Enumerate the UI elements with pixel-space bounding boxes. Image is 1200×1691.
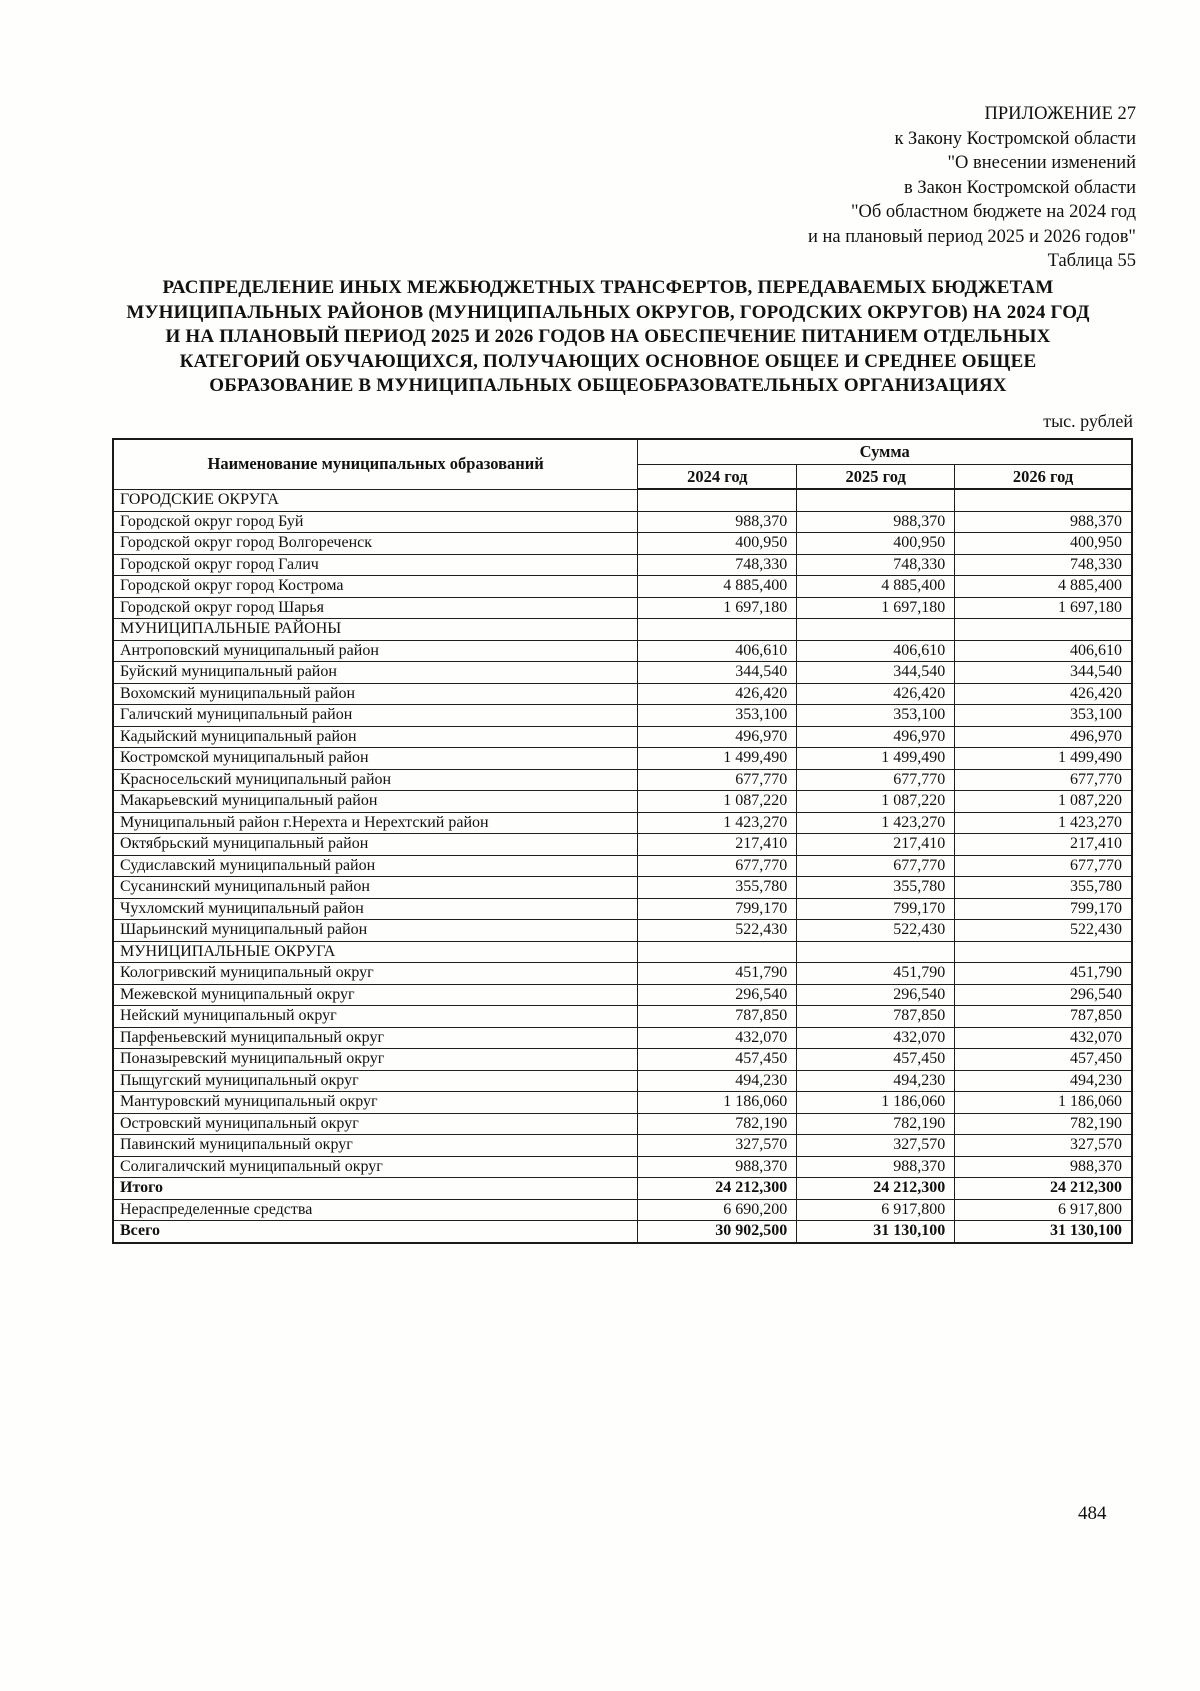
row-label: Судиславский муниципальный район [113, 855, 638, 877]
row-value: 426,420 [638, 683, 797, 705]
row-value: 24 212,300 [638, 1178, 797, 1200]
row-value: 296,540 [797, 984, 955, 1006]
column-header-2024: 2024 год [638, 465, 797, 490]
row-value: 677,770 [797, 855, 955, 877]
row-value: 24 212,300 [797, 1178, 955, 1200]
row-value: 677,770 [955, 769, 1132, 791]
document-title-line: ОБРАЗОВАНИЕ В МУНИЦИПАЛЬНЫХ ОБЩЕОБРАЗОВАТЕЛЬНЫХ ОРГАНИЗАЦИЯХ [209, 375, 1007, 397]
row-value: 1 186,060 [797, 1092, 955, 1114]
row-label: Мантуровский муниципальный округ [113, 1092, 638, 1114]
row-label: Солигаличский муниципальный округ [113, 1156, 638, 1178]
table-row [113, 812, 1132, 834]
row-value: 355,780 [797, 877, 955, 899]
row-label: Галичский муниципальный район [113, 705, 638, 727]
row-value: 787,850 [638, 1006, 797, 1028]
row-value: 353,100 [638, 705, 797, 727]
row-value: 31 130,100 [955, 1221, 1132, 1243]
section-row [113, 489, 1132, 511]
document-title-line: И НА ПЛАНОВЫЙ ПЕРИОД 2025 И 2026 ГОДОВ НА ОБЕСПЕЧЕНИЕ ПИТАНИЕМ ОТДЕЛЬНЫХ [165, 326, 1051, 348]
row-value: 4 885,400 [797, 576, 955, 598]
row-value: 432,070 [797, 1027, 955, 1049]
row-value: 355,780 [955, 877, 1132, 899]
row-label: Поназыревский муниципальный округ [113, 1049, 638, 1071]
row-value: 1 087,220 [797, 791, 955, 813]
row-value: 327,570 [797, 1135, 955, 1157]
row-value [638, 489, 797, 511]
row-label: Антроповский муниципальный район [113, 640, 638, 662]
table-row [113, 855, 1132, 877]
appendix-header-line: и на плановый период 2025 и 2026 годов" [807, 226, 1136, 247]
row-value: 748,330 [797, 554, 955, 576]
table-row [113, 1070, 1132, 1092]
row-label: Городской округ город Шарья [113, 597, 638, 619]
table-row [113, 963, 1132, 985]
table-row [113, 1135, 1132, 1157]
column-header-2025: 2025 год [797, 465, 955, 490]
row-value: 6 917,800 [955, 1199, 1132, 1221]
appendix-header [808, 102, 1136, 274]
appendix-header-line: в Закон Костромской области [903, 177, 1136, 198]
row-value: 748,330 [955, 554, 1132, 576]
row-value: 496,970 [638, 726, 797, 748]
row-label: ГОРОДСКИЕ ОКРУГА [113, 489, 638, 511]
row-value: 496,970 [955, 726, 1132, 748]
table-row [113, 726, 1132, 748]
row-value [955, 619, 1132, 641]
table-row [113, 1092, 1132, 1114]
table-header-row [113, 439, 1132, 465]
appendix-header-line: "О внесении изменений [947, 153, 1136, 173]
row-value: 748,330 [638, 554, 797, 576]
row-value: 406,610 [638, 640, 797, 662]
row-value [955, 941, 1132, 963]
column-header-municipality: Наименование муниципальных образований [113, 439, 638, 489]
row-value: 457,450 [638, 1049, 797, 1071]
table-row [113, 1113, 1132, 1135]
row-value: 1 697,180 [638, 597, 797, 619]
row-label: Городской округ город Буй [113, 511, 638, 533]
row-value: 787,850 [955, 1006, 1132, 1028]
row-label: Парфеньевский муниципальный округ [113, 1027, 638, 1049]
row-value: 6 917,800 [797, 1199, 955, 1221]
section-row [113, 941, 1132, 963]
row-value: 988,370 [955, 1156, 1132, 1178]
row-value: 988,370 [797, 1156, 955, 1178]
row-value: 1 087,220 [638, 791, 797, 813]
units-note: тыс. рублей [1043, 411, 1133, 431]
row-value: 1 697,180 [797, 597, 955, 619]
row-label: Сусанинский муниципальный район [113, 877, 638, 899]
row-value: 1 423,270 [797, 812, 955, 834]
row-value: 457,450 [955, 1049, 1132, 1071]
row-value: 494,230 [638, 1070, 797, 1092]
table-row [113, 533, 1132, 555]
row-label: Городской округ город Галич [113, 554, 638, 576]
row-value: 296,540 [955, 984, 1132, 1006]
row-label: Октябрьский муниципальный район [113, 834, 638, 856]
row-value: 353,100 [797, 705, 955, 727]
row-label: Городской округ город Кострома [113, 576, 638, 598]
table-row [113, 511, 1132, 533]
transfers-table [112, 438, 1133, 1244]
total-row [113, 1221, 1132, 1243]
table-row [113, 1006, 1132, 1028]
document-title-line: РАСПРЕДЕЛЕНИЕ ИНЫХ МЕЖБЮДЖЕТНЫХ ТРАНСФЕРТОВ, ПЕРЕДАВАЕМЫХ БЮДЖЕТАМ [162, 277, 1054, 298]
row-value: 432,070 [638, 1027, 797, 1049]
row-value: 426,420 [955, 683, 1132, 705]
row-value: 782,190 [797, 1113, 955, 1135]
row-value: 677,770 [638, 855, 797, 877]
row-label: Буйский муниципальный район [113, 662, 638, 684]
table-row [113, 705, 1132, 727]
table-row [113, 877, 1132, 899]
row-value: 400,950 [638, 533, 797, 555]
row-value: 344,540 [638, 662, 797, 684]
row-value: 799,170 [638, 898, 797, 920]
row-label: Макарьевский муниципальный район [113, 791, 638, 813]
row-label: Межевской муниципальный округ [113, 984, 638, 1006]
column-header-sum: Сумма [638, 439, 1132, 465]
row-value: 1 499,490 [638, 748, 797, 770]
row-label: Шарьинский муниципальный район [113, 920, 638, 942]
row-value: 677,770 [797, 769, 955, 791]
table-row [113, 984, 1132, 1006]
row-label: Чухломский муниципальный район [113, 898, 638, 920]
row-value: 344,540 [955, 662, 1132, 684]
table-row [113, 769, 1132, 791]
row-value: 6 690,200 [638, 1199, 797, 1221]
row-value: 782,190 [955, 1113, 1132, 1135]
row-value: 451,790 [638, 963, 797, 985]
row-value: 522,430 [797, 920, 955, 942]
table-row [113, 1027, 1132, 1049]
row-label: Вохомский муниципальный район [113, 683, 638, 705]
table-row [113, 898, 1132, 920]
table-row [113, 640, 1132, 662]
appendix-header-line: ПРИЛОЖЕНИЕ 27 [984, 104, 1136, 124]
table-row [113, 554, 1132, 576]
row-label: Красносельский муниципальный район [113, 769, 638, 791]
row-label: Кадыйский муниципальный район [113, 726, 638, 748]
row-value: 1 499,490 [955, 748, 1132, 770]
row-label: Нейский муниципальный округ [113, 1006, 638, 1028]
row-label: Всего [113, 1221, 638, 1243]
row-value: 782,190 [638, 1113, 797, 1135]
table-row [113, 748, 1132, 770]
row-value: 31 130,100 [797, 1221, 955, 1243]
appendix-header-line: "Об областном бюджете на 2024 год [850, 202, 1136, 222]
row-label: Павинский муниципальный округ [113, 1135, 638, 1157]
row-value: 988,370 [955, 511, 1132, 533]
row-value: 406,610 [955, 640, 1132, 662]
row-value: 1 087,220 [955, 791, 1132, 813]
appendix-header-line: к Закону Костромской области [894, 128, 1136, 149]
table-row [113, 920, 1132, 942]
row-value: 1 186,060 [638, 1092, 797, 1114]
row-value: 1 423,270 [955, 812, 1132, 834]
row-value: 451,790 [955, 963, 1132, 985]
row-value: 217,410 [797, 834, 955, 856]
column-header-2026: 2026 год [955, 465, 1132, 490]
row-value: 400,950 [797, 533, 955, 555]
row-value: 406,610 [797, 640, 955, 662]
row-value: 677,770 [955, 855, 1132, 877]
table-row [113, 1199, 1132, 1221]
document-title [78, 276, 1138, 399]
row-value [797, 619, 955, 641]
row-value: 432,070 [955, 1027, 1132, 1049]
row-value: 1 499,490 [797, 748, 955, 770]
row-label: Итого [113, 1178, 638, 1200]
row-value: 296,540 [638, 984, 797, 1006]
row-value: 353,100 [955, 705, 1132, 727]
row-value: 355,780 [638, 877, 797, 899]
row-label: Городской округ город Волгореченск [113, 533, 638, 555]
row-value [955, 489, 1132, 511]
table-row [113, 834, 1132, 856]
row-value: 799,170 [955, 898, 1132, 920]
section-row [113, 619, 1132, 641]
table-row [113, 597, 1132, 619]
row-value: 327,570 [955, 1135, 1132, 1157]
row-label: Костромской муниципальный район [113, 748, 638, 770]
row-value: 1 697,180 [955, 597, 1132, 619]
row-value: 1 186,060 [955, 1092, 1132, 1114]
row-value: 24 212,300 [955, 1178, 1132, 1200]
table-row [113, 683, 1132, 705]
row-value [638, 619, 797, 641]
row-value: 4 885,400 [955, 576, 1132, 598]
row-value: 988,370 [638, 1156, 797, 1178]
row-label: Нераспределенные средства [113, 1199, 638, 1221]
row-value: 522,430 [638, 920, 797, 942]
table-row [113, 576, 1132, 598]
row-value: 400,950 [955, 533, 1132, 555]
row-value: 677,770 [638, 769, 797, 791]
row-value: 494,230 [955, 1070, 1132, 1092]
row-value: 4 885,400 [638, 576, 797, 598]
row-value: 457,450 [797, 1049, 955, 1071]
table-row [113, 1049, 1132, 1071]
row-value [797, 489, 955, 511]
row-value: 496,970 [797, 726, 955, 748]
total-row [113, 1178, 1132, 1200]
row-value: 988,370 [638, 511, 797, 533]
row-value [638, 941, 797, 963]
row-value: 494,230 [797, 1070, 955, 1092]
row-value: 217,410 [638, 834, 797, 856]
row-value: 30 902,500 [638, 1221, 797, 1243]
row-label: Кологривский муниципальный округ [113, 963, 638, 985]
row-label: Пыщугский муниципальный округ [113, 1070, 638, 1092]
document-title-line: КАТЕГОРИЙ ОБУЧАЮЩИХСЯ, ПОЛУЧАЮЩИХ ОСНОВНОЕ ОБЩЕЕ И СРЕДНЕЕ ОБЩЕЕ [179, 350, 1037, 372]
row-value: 988,370 [797, 511, 955, 533]
row-value: 799,170 [797, 898, 955, 920]
row-value: 426,420 [797, 683, 955, 705]
table-row [113, 791, 1132, 813]
row-value: 451,790 [797, 963, 955, 985]
row-label: Островский муниципальный округ [113, 1113, 638, 1135]
row-value: 344,540 [797, 662, 955, 684]
row-value: 787,850 [797, 1006, 955, 1028]
row-value: 1 423,270 [638, 812, 797, 834]
table-number-caption: Таблица 55 [1047, 251, 1136, 271]
row-label: Муниципальный район г.Нерехта и Нерехтский район [113, 812, 638, 834]
document-title-line: МУНИЦИПАЛЬНЫХ РАЙОНОВ (МУНИЦИПАЛЬНЫХ ОКРУГОВ, ГОРОДСКИХ ОКРУГОВ) НА 2024 ГОД [126, 301, 1090, 323]
row-value: 522,430 [955, 920, 1132, 942]
row-value: 217,410 [955, 834, 1132, 856]
row-label: МУНИЦИПАЛЬНЫЕ РАЙОНЫ [113, 619, 638, 641]
row-value: 327,570 [638, 1135, 797, 1157]
row-value [797, 941, 955, 963]
table-row [113, 1156, 1132, 1178]
row-label: МУНИЦИПАЛЬНЫЕ ОКРУГА [113, 941, 638, 963]
table-row [113, 662, 1132, 684]
page-number: 484 [1078, 1503, 1107, 1524]
